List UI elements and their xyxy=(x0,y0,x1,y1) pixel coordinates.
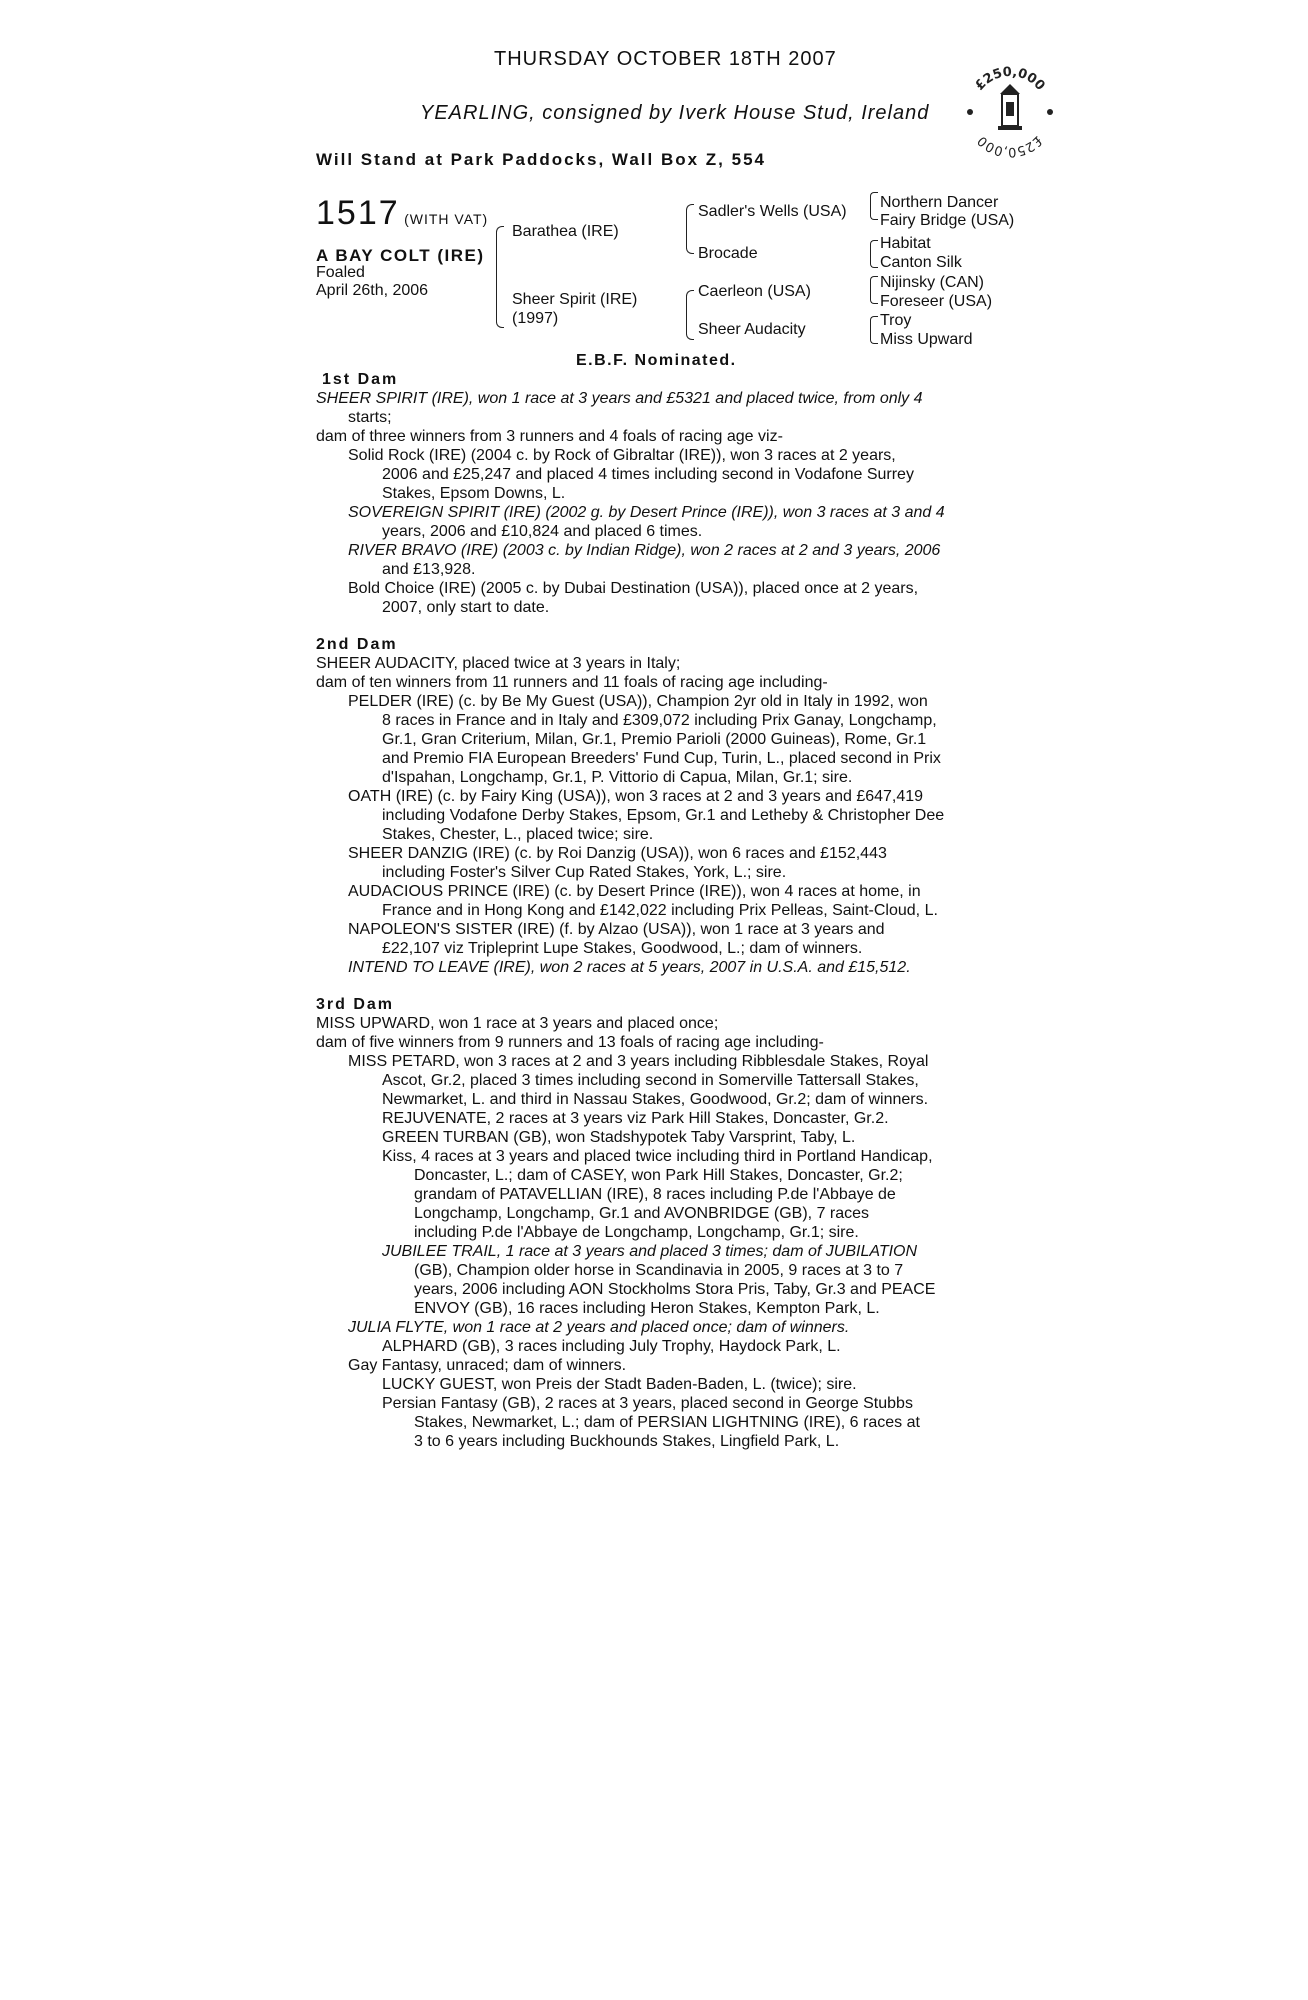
price-seal-logo xyxy=(960,62,1060,162)
svg-text:£250,000: £250,000 xyxy=(972,64,1048,94)
vat-note: (WITH VAT) xyxy=(404,211,489,227)
dam-dam: Sheer Audacity xyxy=(698,321,806,338)
pedigree-brace-sd xyxy=(870,240,878,268)
pedigree-brace-dd xyxy=(870,316,878,344)
second-dam-line: PELDER (IRE) (c. by Be My Guest (USA)), Champion 2yr old in Italy in 1992, won xyxy=(348,693,928,710)
first-dam-line: RIVER BRAVO (IRE) (2003 c. by Indian Ridge), won 2 races at 2 and 3 years, 2006 xyxy=(348,542,941,559)
sire-sire-dam: Fairy Bridge (USA) xyxy=(880,212,1015,229)
lot-description: A BAY COLT (IRE) xyxy=(316,246,485,265)
first-dam-line: and £13,928. xyxy=(382,561,476,578)
second-dam-line: SHEER AUDACITY, placed twice at 3 years in Italy; xyxy=(316,655,681,672)
third-dam-line: Newmarket, L. and third in Nassau Stakes, Goodwood, Gr.2; dam of winners. xyxy=(382,1091,929,1108)
third-dam-line: MISS UPWARD, won 1 race at 3 years and placed once; xyxy=(316,1015,719,1032)
sire-dam-dam: Canton Silk xyxy=(880,254,962,271)
second-dam-line: INTEND TO LEAVE (IRE), won 2 races at 5 years, 2007 in U.S.A. and £15,512. xyxy=(348,959,911,976)
foaled-date: April 26th, 2006 xyxy=(316,282,429,299)
pedigree-brace-ss xyxy=(870,192,878,220)
sire-dam-sire: Habitat xyxy=(880,235,931,252)
second-dam-line: OATH (IRE) (c. by Fairy King (USA)), won 3 races at 2 and 3 years and £647,419 xyxy=(348,788,924,805)
sire-name: Barathea (IRE) xyxy=(512,223,619,240)
sire-dam: Brocade xyxy=(698,245,758,262)
third-dam-line: REJUVENATE, 2 races at 3 years viz Park Hill Stakes, Doncaster, Gr.2. xyxy=(382,1110,889,1127)
second-dam-line: including Foster's Silver Cup Rated Stakes, York, L.; sire. xyxy=(382,864,787,881)
third-dam-line: ENVOY (GB), 16 races including Heron Stakes, Kempton Park, L. xyxy=(414,1300,880,1317)
second-dam-heading: 2nd Dam xyxy=(316,636,398,653)
third-dam-line: (GB), Champion older horse in Scandinavia in 2005, 9 races at 3 to 7 xyxy=(414,1262,904,1279)
second-dam-line: Stakes, Chester, L., placed twice; sire. xyxy=(382,826,654,843)
second-dam-line: and Premio FIA European Breeders' Fund Cup, Turin, L., placed second in Prix xyxy=(382,750,941,767)
third-dam-line: dam of five winners from 9 runners and 13 foals of racing age including- xyxy=(316,1034,824,1051)
first-dam-line: years, 2006 and £10,824 and placed 6 times. xyxy=(382,523,703,540)
third-dam-line: JULIA FLYTE, won 1 race at 2 years and placed once; dam of winners. xyxy=(348,1319,850,1336)
third-dam-line: grandam of PATAVELLIAN (IRE), 8 races including P.de l'Abbaye de xyxy=(414,1186,896,1203)
stand-location: Will Stand at Park Paddocks, Wall Box Z, 554 xyxy=(316,150,766,169)
first-dam-line: dam of three winners from 3 runners and 4 foals of racing age viz- xyxy=(316,428,783,445)
second-dam-line: France and in Hong Kong and £142,022 including Prix Pelleas, Saint-Cloud, L. xyxy=(382,902,938,919)
third-dam-line: LUCKY GUEST, won Preis der Stadt Baden-Baden, L. (twice); sire. xyxy=(382,1376,857,1393)
dam-sire: Caerleon (USA) xyxy=(698,283,811,300)
second-dam-line: dam of ten winners from 11 runners and 11 foals of racing age including- xyxy=(316,674,828,691)
third-dam-line: JUBILEE TRAIL, 1 race at 3 years and placed 3 times; dam of JUBILATION xyxy=(382,1243,918,1260)
first-dam-line: 2006 and £25,247 and placed 4 times including second in Vodafone Surrey xyxy=(382,466,914,483)
pedigree-brace-gen1 xyxy=(496,226,504,328)
dam-sire-dam: Foreseer (USA) xyxy=(880,293,993,310)
second-dam-line: SHEER DANZIG (IRE) (c. by Roi Danzig (USA)), won 6 races and £152,443 xyxy=(348,845,887,862)
second-dam-line: NAPOLEON'S SISTER (IRE) (f. by Alzao (USA)), won 1 race at 3 years and xyxy=(348,921,885,938)
first-dam-line: Solid Rock (IRE) (2004 c. by Rock of Gibraltar (IRE)), won 3 races at 2 years, xyxy=(348,447,896,464)
first-dam-line: Stakes, Epsom Downs, L. xyxy=(382,485,566,502)
second-dam-line: AUDACIOUS PRINCE (IRE) (c. by Desert Prince (IRE)), won 4 races at home, in xyxy=(348,883,921,900)
third-dam-line: Doncaster, L.; dam of CASEY, won Park Hill Stakes, Doncaster, Gr.2; xyxy=(414,1167,903,1184)
second-dam-line: 8 races in France and in Italy and £309,072 including Prix Ganay, Longchamp, xyxy=(382,712,937,729)
pedigree-brace-dam xyxy=(686,290,694,340)
third-dam-line: ALPHARD (GB), 3 races including July Trophy, Haydock Park, L. xyxy=(382,1338,841,1355)
third-dam-line: Gay Fantasy, unraced; dam of winners. xyxy=(348,1357,627,1374)
foaled-label: Foaled xyxy=(316,264,365,281)
sire-sire: Sadler's Wells (USA) xyxy=(698,203,847,220)
pedigree-brace-ds xyxy=(870,276,878,304)
third-dam-line: Stakes, Newmarket, L.; dam of PERSIAN LIGHTNING (IRE), 6 races at xyxy=(414,1414,920,1431)
first-dam-line: Bold Choice (IRE) (2005 c. by Dubai Destination (USA)), placed once at 2 years, xyxy=(348,580,919,597)
sire-sire-sire: Northern Dancer xyxy=(880,194,999,211)
dam-name: Sheer Spirit (IRE) xyxy=(512,291,638,308)
third-dam-line: Kiss, 4 races at 3 years and placed twice including third in Portland Handicap, xyxy=(382,1148,933,1165)
dam-dam-dam: Miss Upward xyxy=(880,331,973,348)
ebf-nomination: E.B.F. Nominated. xyxy=(576,352,737,369)
third-dam-line: Ascot, Gr.2, placed 3 times including second in Somerville Tattersall Stakes, xyxy=(382,1072,919,1089)
pedigree-brace-sire xyxy=(686,204,694,254)
first-dam-heading: 1st Dam xyxy=(322,371,399,388)
lot-number: 1517 xyxy=(316,194,400,232)
dam-dam-sire: Troy xyxy=(880,312,912,329)
second-dam-line: d'Ispahan, Longchamp, Gr.1, P. Vittorio di Capua, Milan, Gr.1; sire. xyxy=(382,769,853,786)
first-dam-line: SOVEREIGN SPIRIT (IRE) (2002 g. by Desert Prince (IRE)), won 3 races at 3 and 4 xyxy=(348,504,945,521)
second-dam-line: £22,107 viz Tripleprint Lupe Stakes, Goodwood, L.; dam of winners. xyxy=(382,940,863,957)
third-dam-line: years, 2006 including AON Stockholms Stora Pris, Taby, Gr.3 and PEACE xyxy=(414,1281,936,1298)
dam-year: (1997) xyxy=(512,310,559,327)
svg-text:£250,000: £250,000 xyxy=(974,132,1046,160)
third-dam-line: 3 to 6 years including Buckhounds Stakes, Lingfield Park, L. xyxy=(414,1433,840,1450)
consignment-line: YEARLING, consigned by Iverk House Stud, Ireland xyxy=(420,102,930,124)
third-dam-heading: 3rd Dam xyxy=(316,996,395,1013)
first-dam-line: 2007, only start to date. xyxy=(382,599,550,616)
third-dam-line: GREEN TURBAN (GB), won Stadshypotek Taby Varsprint, Taby, L. xyxy=(382,1129,856,1146)
third-dam-line: including P.de l'Abbaye de Longchamp, Longchamp, Gr.1; sire. xyxy=(414,1224,859,1241)
first-dam-line: starts; xyxy=(348,409,392,426)
first-dam-line: SHEER SPIRIT (IRE), won 1 race at 3 years and £5321 and placed twice, from only 4 xyxy=(316,390,923,407)
second-dam-line: including Vodafone Derby Stakes, Epsom, Gr.1 and Letheby & Christopher Dee xyxy=(382,807,945,824)
sale-date: THURSDAY OCTOBER 18TH 2007 xyxy=(494,48,837,70)
dam-sire-sire: Nijinsky (CAN) xyxy=(880,274,984,291)
third-dam-line: Persian Fantasy (GB), 2 races at 3 years, placed second in George Stubbs xyxy=(382,1395,913,1412)
second-dam-line: Gr.1, Gran Criterium, Milan, Gr.1, Premio Parioli (2000 Guineas), Rome, Gr.1 xyxy=(382,731,927,748)
third-dam-line: Longchamp, Longchamp, Gr.1 and AVONBRIDGE (GB), 7 races xyxy=(414,1205,870,1222)
third-dam-line: MISS PETARD, won 3 races at 2 and 3 years including Ribblesdale Stakes, Royal xyxy=(348,1053,929,1070)
lot-number-block xyxy=(316,194,488,233)
